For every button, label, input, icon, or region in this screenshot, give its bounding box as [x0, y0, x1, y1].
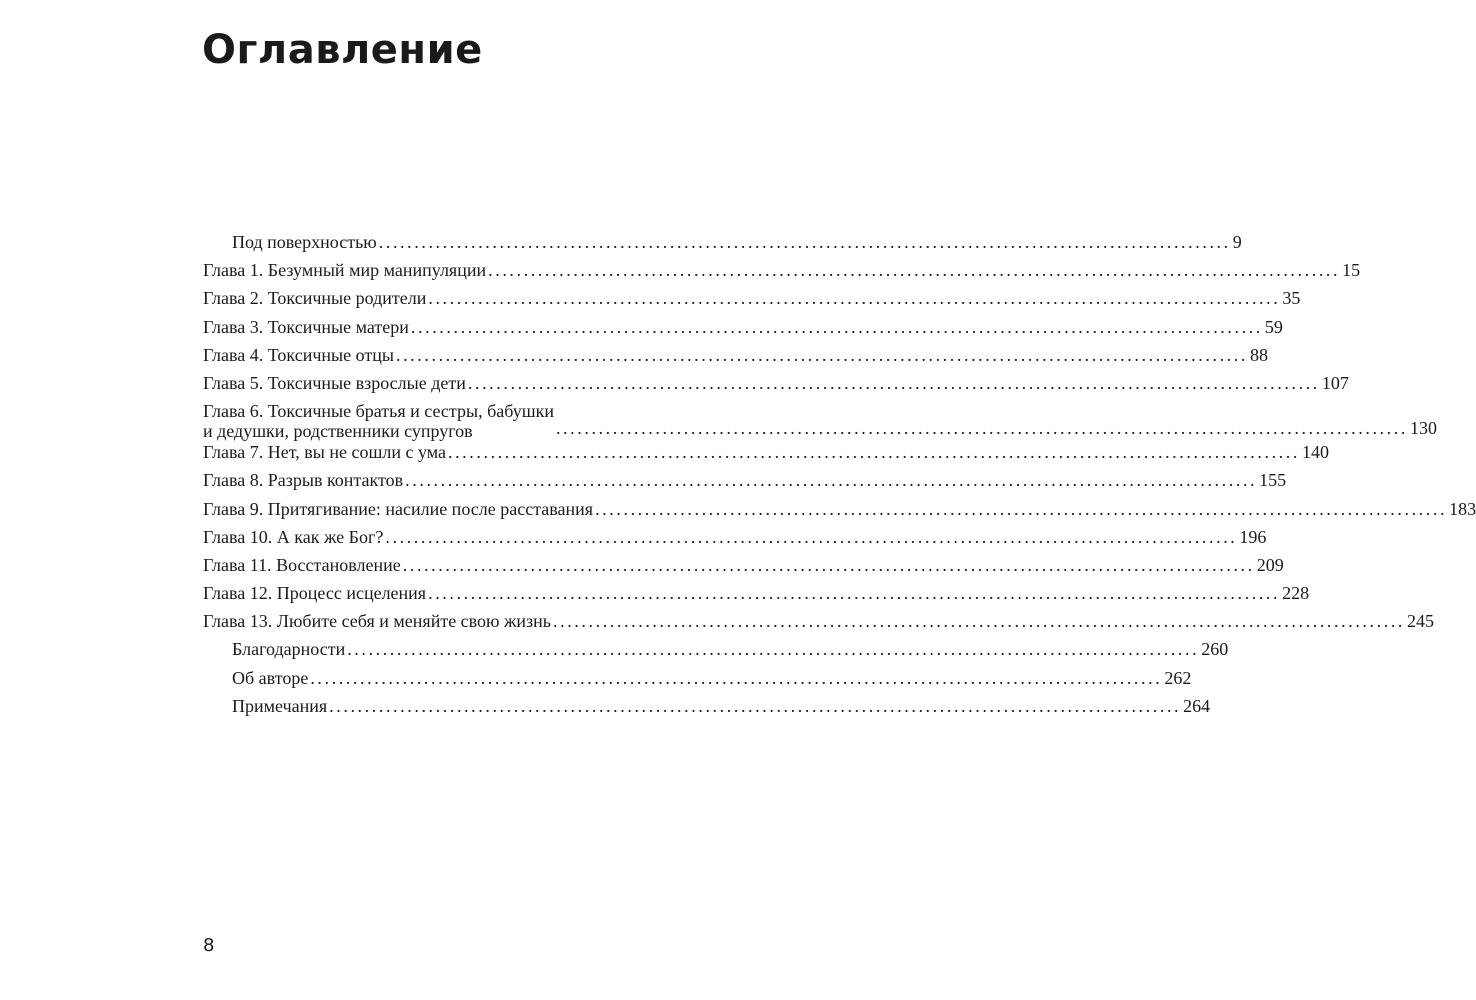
- dot-leader: ........................................................................................................................: [329, 695, 1182, 716]
- toc-entry-title: Глава 8. Разрыв контактов: [203, 470, 404, 491]
- toc-entry-title: Глава 9. Притягивание: насилие после расставания: [203, 498, 594, 519]
- toc-entry-title: Глава 4. Токсичные отцы: [203, 344, 394, 365]
- toc-entry[interactable]: [203, 664, 1192, 692]
- toc-entry-page: 264: [1183, 695, 1211, 716]
- toc-entry[interactable]: [203, 438, 1329, 466]
- toc-entry-page: 15: [1342, 260, 1361, 281]
- toc-entry-page: 140: [1301, 442, 1329, 463]
- toc-entry[interactable]: [203, 692, 1211, 720]
- toc-entry-page: 183: [1449, 498, 1476, 519]
- toc-entry-page: 196: [1239, 526, 1267, 547]
- toc-entry-page: 155: [1259, 470, 1287, 491]
- dot-leader: ........................................................................................................................: [467, 372, 1320, 393]
- toc-entry-title: Глава 12. Процесс исцеления: [203, 583, 427, 604]
- toc-entry-title: Благодарности: [232, 639, 346, 660]
- toc-entry-page: 130: [1409, 418, 1437, 439]
- dot-leader: ........................................................................................................................: [402, 554, 1255, 575]
- dot-leader: ........................................................................................................................: [428, 288, 1281, 309]
- page-title: Оглавление: [202, 27, 483, 73]
- dot-leader: ........................................................................................................................: [447, 442, 1300, 463]
- toc-entry[interactable]: [203, 313, 1283, 341]
- toc-entry-page: 59: [1264, 316, 1283, 337]
- toc-entry[interactable]: [203, 256, 1361, 284]
- toc-entry-title: Глава 7. Нет, вы не сошли с ума: [203, 442, 446, 463]
- toc-entry-title: Глава 3. Токсичные матери: [203, 316, 409, 337]
- dot-leader: ........................................................................................................................: [555, 418, 1408, 439]
- toc-entry-title: Глава 13. Любите себя и меняйте свою жизнь: [203, 611, 552, 632]
- toc-entry-title-line-1: Глава 6. Токсичные братья и сестры, бабушки: [203, 401, 554, 422]
- toc-entry[interactable]: [203, 579, 1310, 607]
- dot-leader: ........................................................................................................................: [395, 344, 1248, 365]
- toc-entry-page: 9: [1232, 232, 1242, 252]
- dot-leader: ........................................................................................................................: [385, 526, 1238, 547]
- toc-entry-page: 228: [1282, 583, 1310, 604]
- toc-entry[interactable]: [203, 466, 1287, 494]
- toc-entry[interactable]: [203, 495, 1476, 523]
- dot-leader: ........................................................................................................................: [347, 639, 1200, 660]
- toc-entry-page: 107: [1321, 372, 1349, 393]
- toc-entry-title: Глава 2. Токсичные родители: [203, 288, 427, 309]
- toc-entry[interactable]: [203, 607, 1435, 635]
- toc-entry-title: Об авторе: [232, 667, 309, 688]
- toc-entry[interactable]: [203, 523, 1267, 551]
- toc-entry-title: Под поверхностью: [232, 232, 377, 252]
- dot-leader: ........................................................................................................................: [488, 260, 1341, 281]
- toc-entry[interactable]: [203, 228, 1242, 256]
- dot-leader: ........................................................................................................................: [553, 611, 1406, 632]
- toc-entry-page: 245: [1407, 611, 1435, 632]
- toc-entry-page: 262: [1164, 667, 1192, 688]
- toc-entry-title: Глава 11. Восстановление: [203, 554, 401, 575]
- toc-entry-page: 260: [1201, 639, 1229, 660]
- toc-entry[interactable]: [203, 551, 1284, 579]
- toc-entry-page: 88: [1249, 344, 1268, 365]
- toc-entry-page: 35: [1282, 288, 1301, 309]
- toc-entry-title: [203, 401, 554, 441]
- dot-leader: ........................................................................................................................: [378, 232, 1231, 252]
- toc-entry[interactable]: [203, 635, 1229, 663]
- table-of-contents: [203, 228, 1476, 720]
- dot-leader: ........................................................................................................................: [595, 498, 1448, 519]
- dot-leader: ........................................................................................................................: [410, 316, 1263, 337]
- dot-leader: ........................................................................................................................: [405, 470, 1258, 491]
- page-number: 8: [203, 935, 215, 956]
- toc-entry-title: Примечания: [232, 695, 328, 716]
- toc-entry[interactable]: [203, 397, 1437, 442]
- toc-entry-title-line-2: и дедушки, родственники супругов: [203, 421, 473, 442]
- toc-entry[interactable]: [203, 369, 1349, 397]
- toc-entry[interactable]: [203, 341, 1268, 369]
- toc-entry[interactable]: [203, 284, 1301, 312]
- toc-entry-title: Глава 5. Токсичные взрослые дети: [203, 372, 466, 393]
- toc-entry-title: Глава 1. Безумный мир манипуляции: [203, 260, 487, 281]
- toc-entry-title: Глава 10. А как же Бог?: [203, 526, 384, 547]
- dot-leader: ........................................................................................................................: [310, 667, 1163, 688]
- dot-leader: ........................................................................................................................: [428, 583, 1281, 604]
- toc-entry-page: 209: [1256, 554, 1284, 575]
